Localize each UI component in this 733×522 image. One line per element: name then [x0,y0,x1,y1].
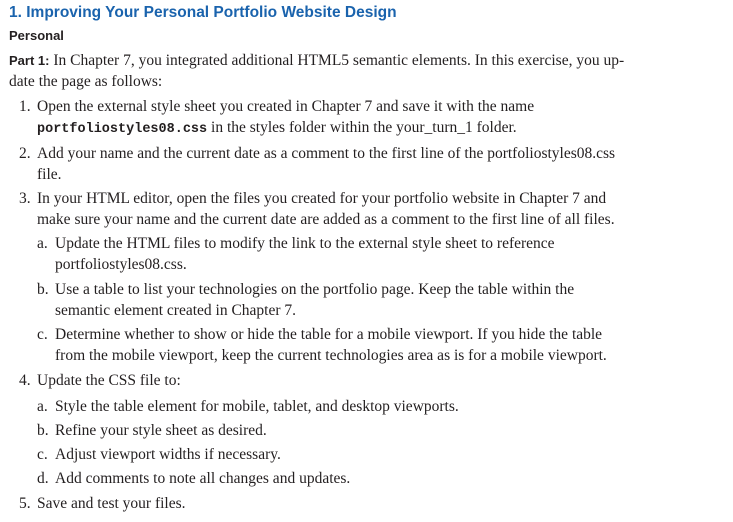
step-4c [37,444,725,465]
step-3b-line-1: Use a table to list your technologies on the portfolio page. Keep the table within the [55,281,575,298]
step-4-line-1: Update the CSS file to: [37,372,181,389]
step-3 [19,188,725,230]
step-1-line-2: in the styles folder within the your_turn_1 folder. [207,119,517,136]
part-1-intro [9,50,725,92]
step-3c-line-2: from the mobile viewport, keep the current technologies area as is for a mobile viewport. [55,347,607,364]
exercise-title: 1. Improving Your Personal Portfolio Website Design [9,4,397,21]
step-number: 5. [19,495,31,512]
step-3a [37,233,725,275]
step-4 [19,370,725,391]
step-4b [37,420,725,441]
step-3c [37,324,725,366]
step-1-line-1: Open the external style sheet you created in Chapter 7 and save it with the name [37,98,535,115]
step-5 [19,493,725,514]
step-number: 1. [19,98,31,115]
step-2 [19,143,725,185]
part-1-line-2: date the page as follows: [9,73,163,90]
step-3-line-2: make sure your name and the current date are added as a comment to the first line of all files. [37,211,615,228]
substep-letter: b. [37,281,49,298]
substep-letter: a. [37,398,48,415]
step-4d [37,468,725,489]
part-1-label: Part 1: [9,53,50,68]
step-4b-text: Refine your style sheet as desired. [55,422,267,439]
step-4a [37,396,725,417]
step-4a-text: Style the table element for mobile, tablet, and desktop viewports. [55,398,459,415]
part-1-line-1: In Chapter 7, you integrated additional HTML5 semantic elements. In this exercise, you up- [53,52,625,69]
step-3a-line-2: portfoliostyles08.css. [55,256,187,273]
step-2-line-2: file. [37,166,62,183]
step-2-line-1: Add your name and the current date as a comment to the first line of the portfoliostyles08.css [37,145,616,162]
step-number: 3. [19,190,31,207]
substep-letter: c. [37,326,48,343]
exercise-subtitle: Personal [9,28,64,43]
step-4c-text: Adjust viewport widths if necessary. [55,446,281,463]
substep-letter: a. [37,235,48,252]
step-5-text: Save and test your files. [37,495,186,512]
step-1 [19,96,725,140]
step-number: 4. [19,372,31,389]
step-number: 2. [19,145,31,162]
substep-letter: d. [37,470,49,487]
substep-letter: b. [37,422,49,439]
step-4d-text: Add comments to note all changes and updates. [55,470,351,487]
step-1-filename: portfoliostyles08.css [37,122,208,137]
step-3b [37,279,725,321]
substep-letter: c. [37,446,48,463]
step-3a-line-1: Update the HTML files to modify the link to the external style sheet to reference [55,235,555,252]
step-3-line-1: In your HTML editor, open the files you created for your portfolio website in Chapter 7 and [37,190,607,207]
step-3c-line-1: Determine whether to show or hide the table for a mobile viewport. If you hide the table [55,326,603,343]
step-3b-line-2: semantic element created in Chapter 7. [55,302,297,319]
